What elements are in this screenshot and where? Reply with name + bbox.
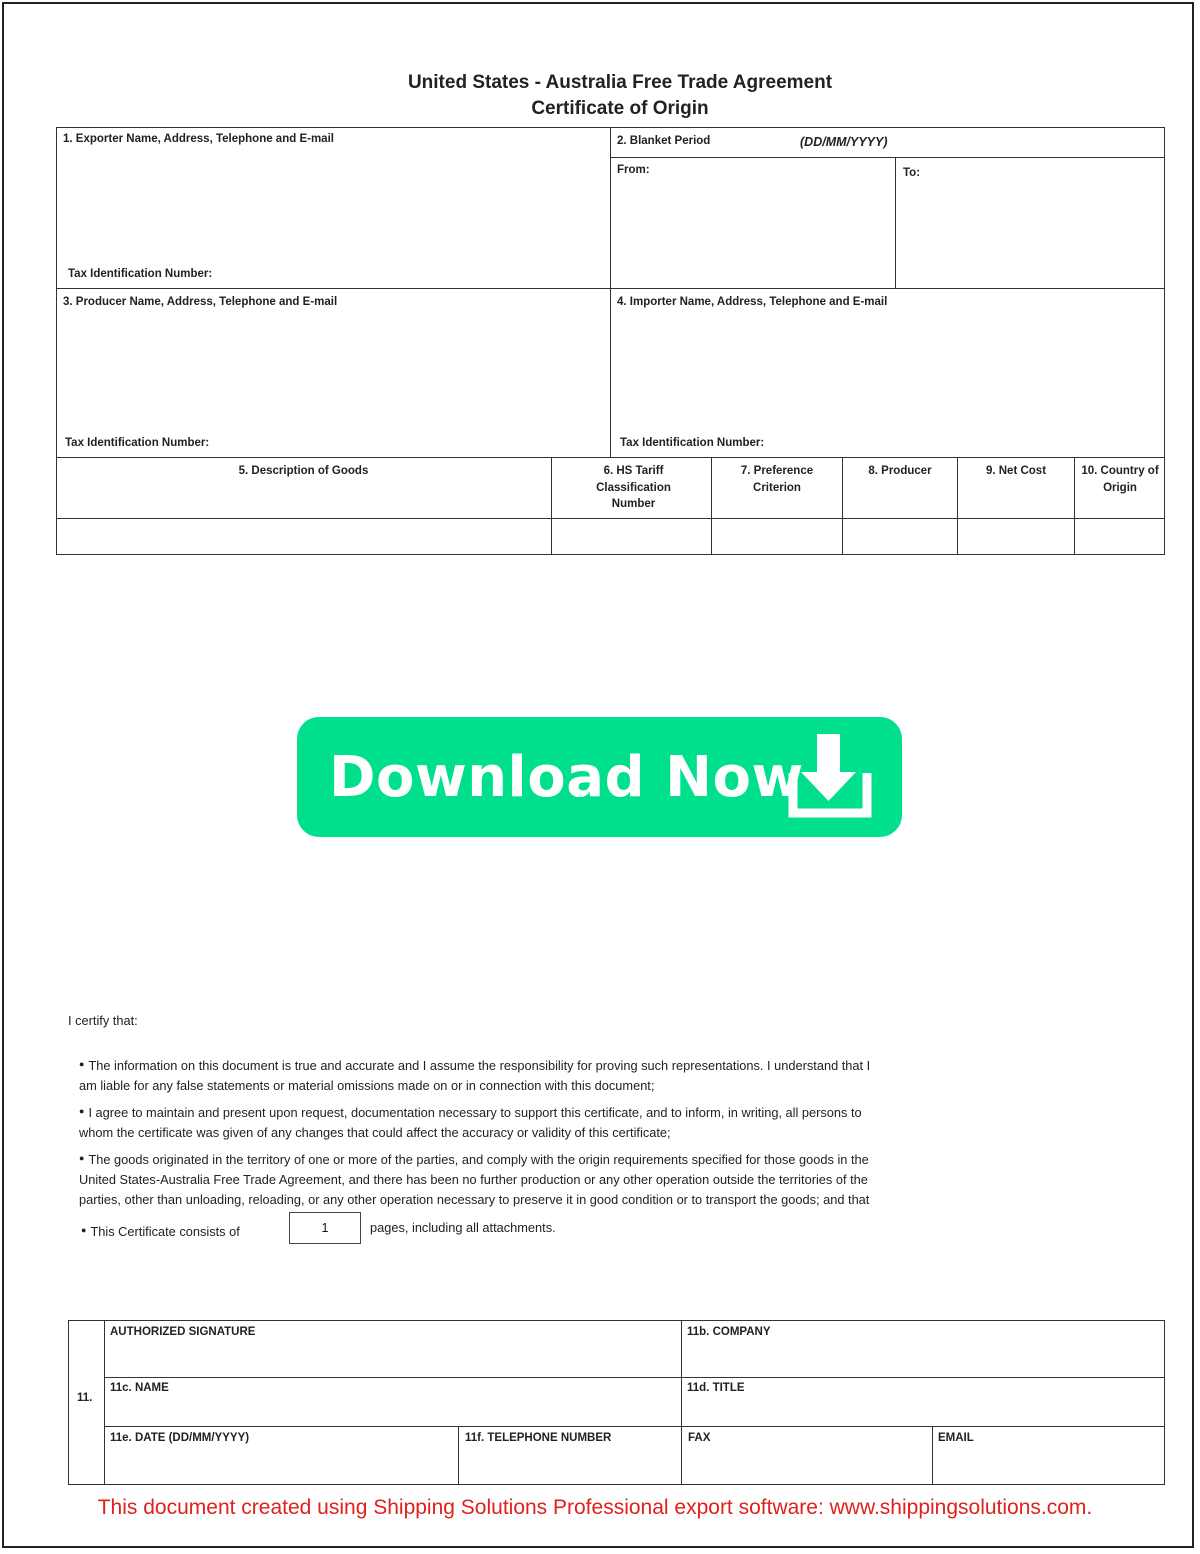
cert-bullet-3-line-2: United States-Australia Free Trade Agreement, and there has been no further production or any other operation outside the territories of the <box>79 1172 868 1187</box>
pages-count-field[interactable]: 1 <box>289 1212 361 1244</box>
bullet-icon: ● <box>79 1106 85 1116</box>
goods-header-country: 10. Country of Origin <box>1081 465 1159 494</box>
from-date-field[interactable] <box>610 157 896 289</box>
footer-notice: This document created using Shipping Solutions Professional export software: www.shippingsolutions.com. <box>97 1496 1093 1519</box>
goods-header-description: 5. Description of Goods <box>238 465 369 477</box>
document-title: United States - Australia Free Trade Agreement <box>407 72 833 93</box>
to-date-field[interactable] <box>895 157 1165 289</box>
cert-bullet-3-line-1: The goods originated in the territory of one or more of the parties, and comply with the origin requirements specified for those goods in the <box>88 1152 869 1167</box>
bullet-icon: ● <box>79 1059 85 1069</box>
cert-bullet-3-line-3: parties, other than unloading, reloading, or any other operation necessary to preserve it in good condition or to transport the goods; and that <box>79 1192 870 1207</box>
goods-cell-country[interactable] <box>1075 519 1164 554</box>
cert-bullet-1 <box>79 1054 870 1096</box>
download-now-button[interactable] <box>297 717 902 837</box>
exporter-tax-label: Tax Identification Number: <box>68 268 213 280</box>
producer-field[interactable] <box>56 288 611 458</box>
title-field[interactable] <box>682 1378 1164 1426</box>
date-format-label: (DD/MM/YYYY) <box>800 135 888 149</box>
bullet-icon: ● <box>81 1225 87 1235</box>
goods-header-net-cost: 9. Net Cost <box>985 465 1047 477</box>
goods-cell-preference[interactable] <box>712 519 842 554</box>
email-label: EMAIL <box>938 1432 974 1444</box>
authorized-signature-label: AUTHORIZED SIGNATURE <box>110 1326 256 1338</box>
goods-header-producer: 8. Producer <box>868 465 932 477</box>
producer-tax-label: Tax Identification Number: <box>65 437 210 449</box>
goods-header-hs-tariff: 6. HS Tariff Classification Number <box>596 465 671 510</box>
fax-field[interactable] <box>682 1427 932 1484</box>
importer-field[interactable] <box>610 288 1165 458</box>
pages-suffix: pages, including all attachments. <box>370 1220 556 1235</box>
goods-cell-description[interactable] <box>57 519 551 554</box>
goods-cell-producer[interactable] <box>843 519 957 554</box>
signature-section-number: 11. <box>77 1392 93 1404</box>
title-label: 11d. TITLE <box>687 1382 745 1394</box>
bullet-icon: ● <box>79 1153 85 1163</box>
blanket-period-header <box>610 127 1165 158</box>
pages-prefix: This Certificate consists of <box>90 1224 240 1239</box>
download-icon <box>783 731 875 823</box>
exporter-field[interactable] <box>56 127 611 289</box>
date-label: 11e. DATE (DD/MM/YYYY) <box>110 1432 250 1444</box>
name-field[interactable] <box>105 1378 681 1426</box>
goods-cell-net-cost[interactable] <box>958 519 1074 554</box>
document-subtitle: Certificate of Origin <box>531 98 709 119</box>
fax-label: FAX <box>688 1432 711 1444</box>
exporter-label: 1. Exporter Name, Address, Telephone and E-mail <box>63 133 334 145</box>
producer-label: 3. Producer Name, Address, Telephone and E-mail <box>63 296 338 308</box>
cert-bullet-2 <box>79 1101 862 1143</box>
cert-bullet-1-line-1: The information on this document is true and accurate and I assume the responsibility for proving such representations. I understand that I <box>88 1058 871 1073</box>
goods-cell-hs-tariff[interactable] <box>552 519 711 554</box>
cert-bullet-3 <box>79 1148 869 1210</box>
download-now-label: Download Now <box>329 745 804 810</box>
importer-tax-label: Tax Identification Number: <box>620 437 765 449</box>
blanket-period-label: 2. Blanket Period <box>617 135 711 147</box>
name-label: 11c. NAME <box>110 1382 169 1394</box>
company-label: 11b. COMPANY <box>687 1326 771 1338</box>
telephone-label: 11f. TELEPHONE NUMBER <box>465 1432 612 1444</box>
cert-bullet-1-line-2: am liable for any false statements or material omissions made on or in connection with this document; <box>79 1078 655 1093</box>
authorized-signature-field[interactable] <box>105 1321 681 1377</box>
from-label: From: <box>617 164 650 176</box>
cert-bullet-2-line-1: I agree to maintain and present upon request, documentation necessary to support this certificate, and to inform, in writing, all persons to <box>88 1105 862 1120</box>
to-label: To: <box>903 167 921 179</box>
goods-header-preference: 7. Preference Criterion <box>740 465 814 494</box>
email-field[interactable] <box>933 1427 1164 1484</box>
date-field[interactable] <box>105 1427 458 1484</box>
cert-bullet-2-line-2: whom the certificate was given of any changes that could affect the accuracy or validity of this certificate; <box>79 1125 671 1140</box>
importer-label: 4. Importer Name, Address, Telephone and E-mail <box>617 296 888 308</box>
company-field[interactable] <box>682 1321 1164 1377</box>
certify-intro: I certify that: <box>68 1013 138 1028</box>
pages-statement <box>81 1220 240 1242</box>
telephone-field[interactable] <box>459 1427 681 1484</box>
